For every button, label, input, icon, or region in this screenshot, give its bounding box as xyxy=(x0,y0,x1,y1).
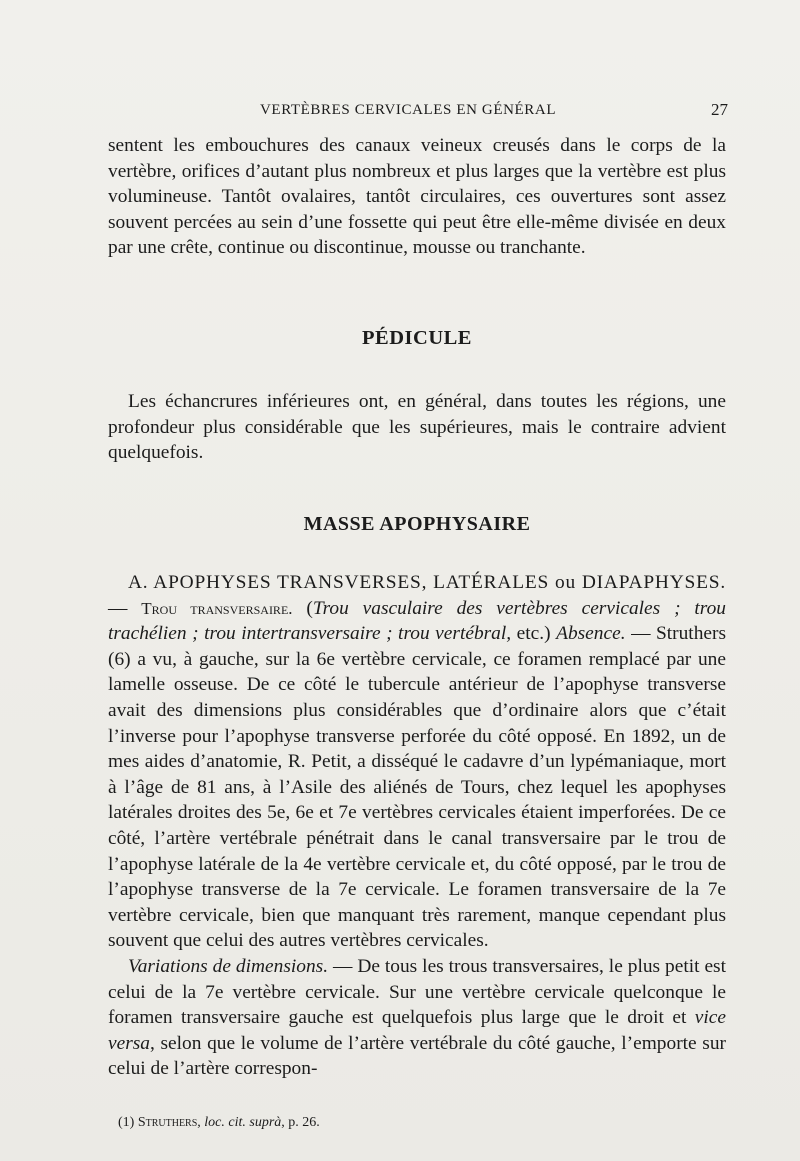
page-number: 27 xyxy=(711,100,728,119)
footnote-loc: loc. cit. suprà xyxy=(204,1115,282,1130)
variations-text-a: — De tous les trous transversaires, le plus petit est celui de la 7e vertèbre cervicale. Sur une vertèbre cervicale quelconque le foramen transversaire gauche est quelquefois plus large que le droit et xyxy=(108,955,726,1029)
trou-transversaire-label: Trou transversaire. xyxy=(141,598,293,618)
paragraph-continuation: sentent les embouchures des canaux veineux creusés dans le corps de la vertèbre, orifices d’autant plus nombreux et plus larges que la vertèbre est plus volumineuse. Tantôt ovalaires, tantôt circulaires, ces ouvertures sont assez souvent percées au sein d’une fossette qui peut être elle-même divisée en deux par une crête, continue ou discontinue, mousse ou tranchante. xyxy=(108,135,726,259)
footnote-mark: (1) xyxy=(118,1115,138,1130)
absence-text: — Struthers (6) a vu, à gauche, sur la 6e vertèbre cervicale, ce foramen remplacé par une lamelle osseuse. De ce côté le tubercule antérieur de l’apophyse transverse avait des dimensions plus considérables que d’ordinaire alors que c’était l’inverse pour l’apophyse transverse perforée du côté opposé. En 1892, un de mes aides d’anatomie, R. Petit, a disséqué le cadavre d’un lypémaniaque, mort à l’âge de 81 ans, à l’Asile des aliénés de Tours, chez lequel les apophyses latérales droites des 5e, 6e et 7e vertèbres cervicales étaient imperforées. De ce côté, l’artère vertébrale pénétrait dans le canal transversaire par le trou de l’apophyse latérale de la 4e vertèbre cervicale et, du côté opposé, par le trou de l’apophyse transverse de la 7e cervicale. Le foramen transversaire de la 7e vertèbre cervicale, bien que manquant très rarement, manque cependant plus souvent que celui des autres vertèbres cervicales. xyxy=(108,623,726,952)
footnote-page: , p. 26. xyxy=(281,1115,320,1130)
footnote-sep: , xyxy=(197,1115,205,1130)
running-head-title: VERTÈBRES CERVICALES EN GÉNÉRAL xyxy=(260,102,557,118)
footnote-author: Struthers xyxy=(137,1115,198,1130)
paren-open: ( xyxy=(292,597,313,619)
synonyms-text: Trou vasculaire des vertèbres cervicales ; trou trachélien ; trou intertransversaire ; trou vertébral, xyxy=(108,597,726,645)
paragraph-pedicule: Les échancrures inférieures ont, en général, dans toutes les régions, une profondeur plus considérable que les supérieures, mais le contraire advient quelquefois. xyxy=(108,391,726,464)
paren-close: etc.) xyxy=(511,623,551,645)
dash-separator: — xyxy=(108,597,142,619)
running-head xyxy=(108,100,728,124)
variations-label: Variations de dimensions. xyxy=(128,955,329,977)
subsection-heading: A. APOPHYSES TRANSVERSES, LATÉRALES ou DIAPAPHYSES. xyxy=(128,572,726,593)
vice-versa-text: vice versa xyxy=(108,1007,726,1054)
footnote xyxy=(118,1115,320,1131)
variations-text-b: , selon que le volume de l’artère vertébrale du côté gauche, l’emporte sur celui de l’artère correspon- xyxy=(108,1032,726,1080)
paragraph-apophyses xyxy=(108,570,726,1082)
absence-label: Absence. xyxy=(556,623,626,645)
section-heading-masse-apophysaire: MASSE APOPHYSAIRE xyxy=(303,513,531,535)
section-heading-pedicule: PÉDICULE xyxy=(362,327,472,349)
